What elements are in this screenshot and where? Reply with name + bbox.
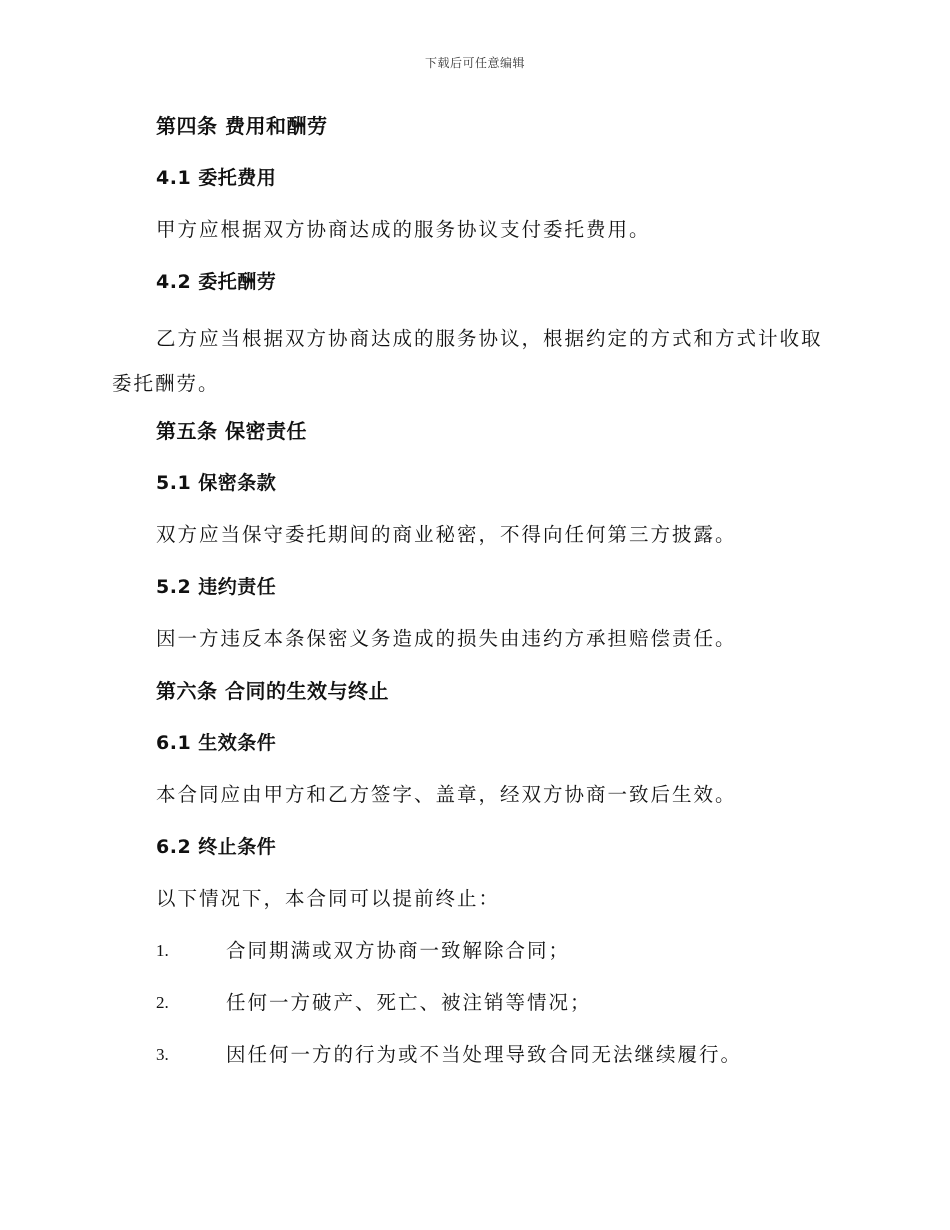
list-item-text: 合同期满或双方协商一致解除合同； [226, 939, 571, 962]
clause-4-2-title: 4.2 委托酬劳 [156, 271, 277, 293]
page-header: 下载后可任意编辑 [424, 56, 525, 70]
clause-5-2-text: 因一方违反本条保密义务造成的损失由违约方承担赔偿责任。 [156, 627, 737, 650]
list-item-text: 因任何一方的行为或不当处理导致合同无法继续履行。 [226, 1043, 743, 1066]
list-item-text: 任何一方破产、死亡、被注销等情况； [226, 991, 592, 1014]
article-6-title: 第六条 合同的生效与终止 [156, 679, 389, 703]
clause-4-2-text: 乙方应当根据双方协商达成的服务协议，根据约定的方式和方式计收取委托酬劳。 [112, 327, 823, 395]
list-item [112, 1037, 842, 1073]
document-body [112, 108, 842, 1089]
clause-5-1-title: 5.1 保密条款 [156, 472, 277, 494]
clause-6-2-title: 6.2 终止条件 [156, 836, 277, 858]
clause-6-1-text: 本合同应由甲方和乙方签字、盖章，经双方协商一致后生效。 [156, 783, 737, 806]
article-5-title: 第五条 保密责任 [156, 419, 307, 443]
list-item-number: 2. [156, 993, 169, 1012]
article-4-title: 第四条 费用和酬劳 [156, 114, 328, 138]
clause-5-1-text: 双方应当保守委托期间的商业秘密，不得向任何第三方披露。 [156, 523, 737, 546]
list-item [112, 985, 842, 1021]
clause-6-2-intro: 以下情况下，本合同可以提前终止： [156, 887, 501, 910]
clause-4-1-title: 4.1 委托费用 [156, 167, 277, 189]
list-item-number: 3. [156, 1045, 169, 1064]
list-item [112, 933, 842, 969]
clause-5-2-title: 5.2 违约责任 [156, 576, 277, 598]
clause-6-1-title: 6.1 生效条件 [156, 732, 277, 754]
clause-4-1-text: 甲方应根据双方协商达成的服务协议支付委托费用。 [156, 218, 651, 241]
list-item-number: 1. [156, 941, 169, 960]
